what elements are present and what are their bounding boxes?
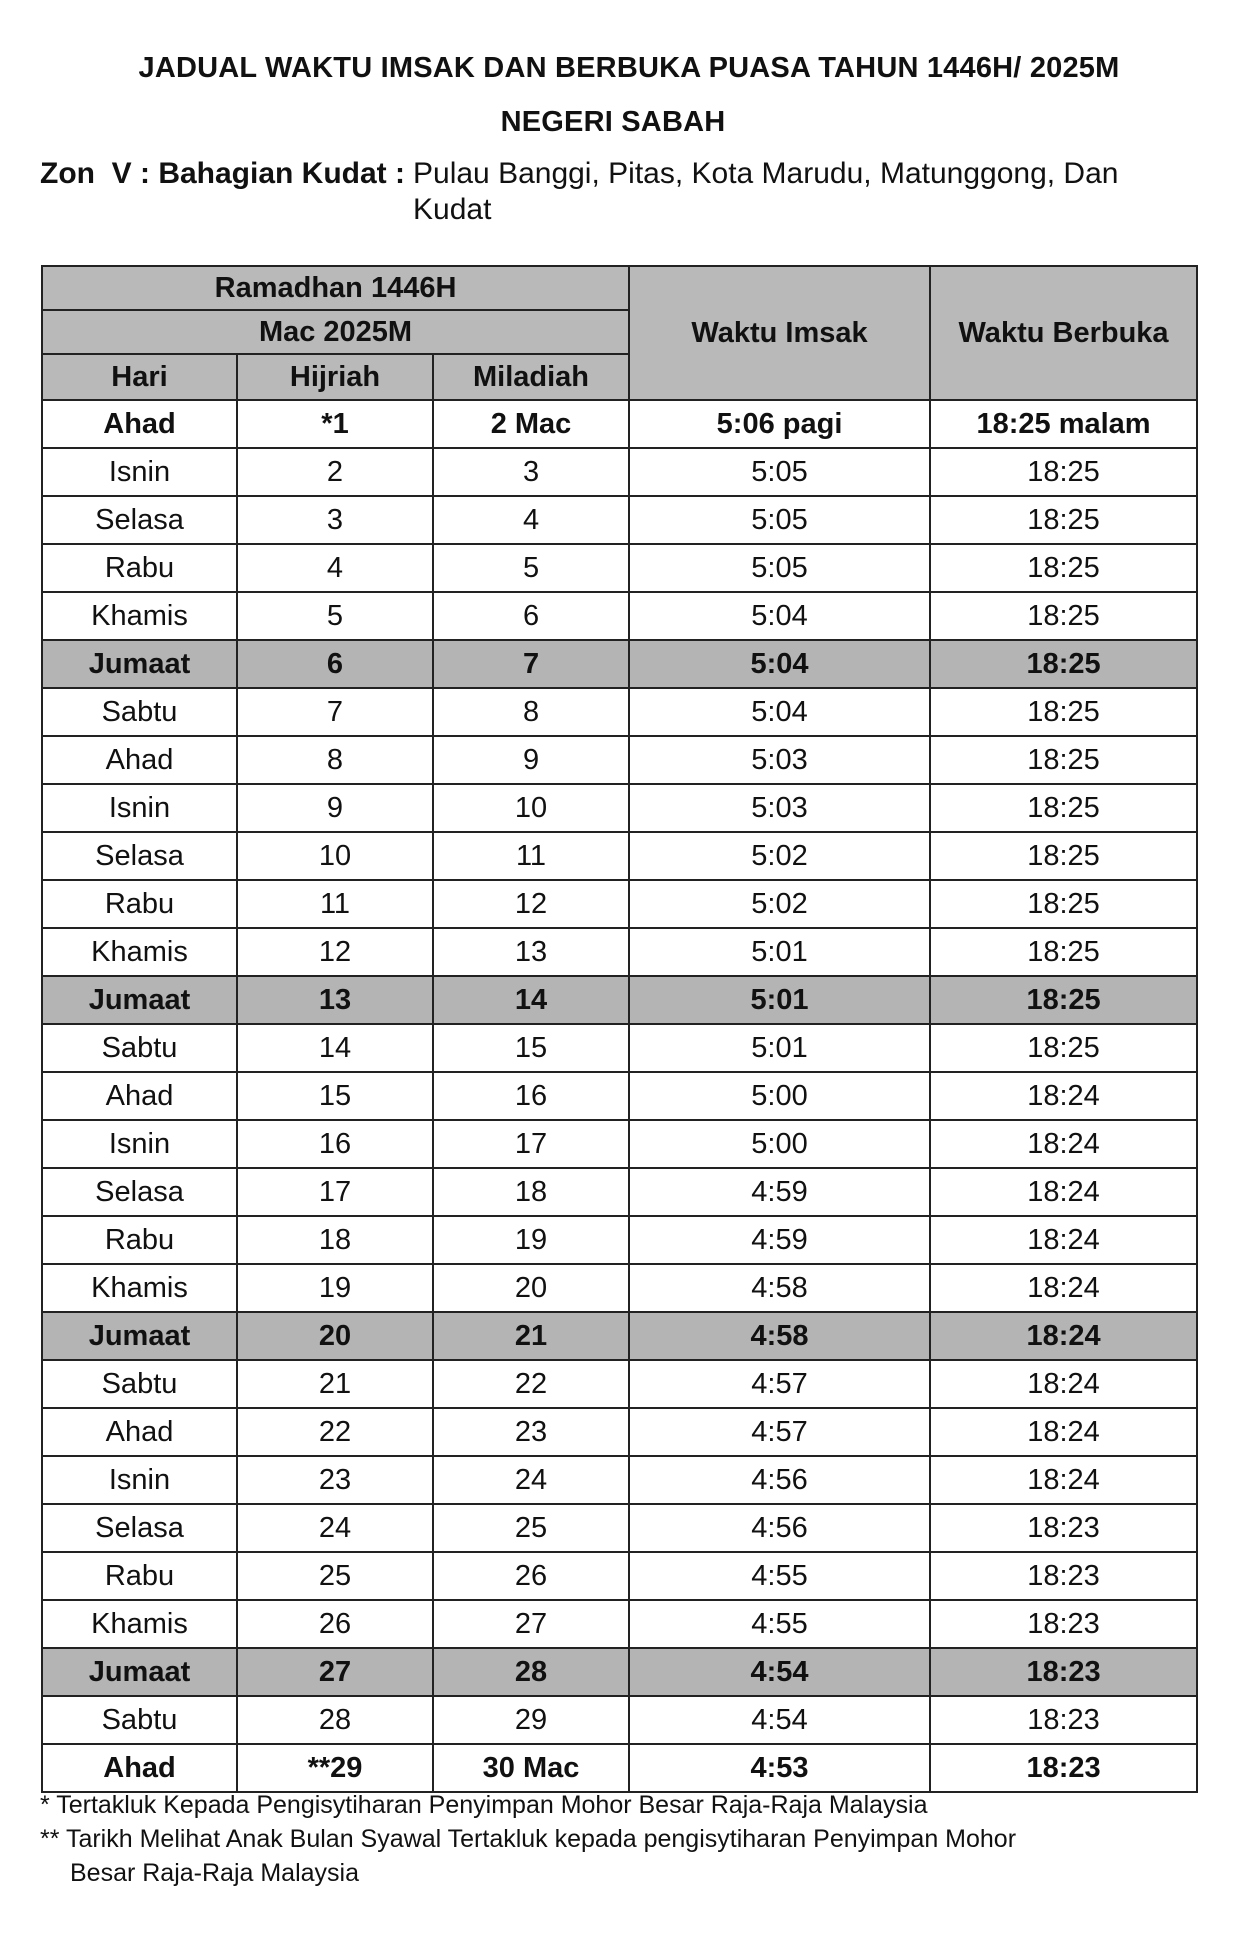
cell-imsak: 5:00 (629, 1120, 930, 1168)
cell-hari: Sabtu (42, 1696, 237, 1744)
cell-imsak: 5:01 (629, 976, 930, 1024)
cell-imsak: 4:54 (629, 1648, 930, 1696)
cell-miladiah: 22 (433, 1360, 629, 1408)
cell-miladiah: 28 (433, 1648, 629, 1696)
cell-hijriah: 6 (237, 640, 433, 688)
cell-hari: Selasa (42, 832, 237, 880)
cell-hari: Ahad (42, 736, 237, 784)
document-subtitle: NEGERI SABAH (500, 106, 726, 138)
table-row (42, 1408, 1197, 1456)
cell-hari: Jumaat (42, 976, 237, 1024)
cell-hari: Rabu (42, 880, 237, 928)
table-row (42, 736, 1197, 784)
cell-imsak: 5:01 (629, 928, 930, 976)
header-waktu-imsak: Waktu Imsak (629, 266, 930, 400)
header-waktu-berbuka: Waktu Berbuka (930, 266, 1197, 400)
cell-berbuka: 18:24 (930, 1408, 1197, 1456)
cell-miladiah: 15 (433, 1024, 629, 1072)
cell-imsak: 5:02 (629, 880, 930, 928)
cell-berbuka: 18:25 (930, 1024, 1197, 1072)
table-row (42, 544, 1197, 592)
cell-hari: Rabu (42, 544, 237, 592)
cell-miladiah: 25 (433, 1504, 629, 1552)
cell-miladiah: 5 (433, 544, 629, 592)
cell-hijriah: 25 (237, 1552, 433, 1600)
schedule-table-header (42, 266, 1197, 400)
cell-berbuka: 18:25 (930, 496, 1197, 544)
cell-imsak: 5:03 (629, 784, 930, 832)
cell-miladiah: 17 (433, 1120, 629, 1168)
header-hari: Hari (42, 354, 237, 400)
table-row (42, 448, 1197, 496)
cell-berbuka: 18:24 (930, 1456, 1197, 1504)
cell-miladiah: 3 (433, 448, 629, 496)
cell-imsak: 5:04 (629, 592, 930, 640)
table-row (42, 1648, 1197, 1696)
cell-hari: Khamis (42, 928, 237, 976)
table-row (42, 1552, 1197, 1600)
cell-miladiah: 7 (433, 640, 629, 688)
cell-hijriah: 18 (237, 1216, 433, 1264)
cell-miladiah: 11 (433, 832, 629, 880)
cell-hari: Isnin (42, 784, 237, 832)
cell-miladiah: 2 Mac (433, 400, 629, 448)
cell-hijriah: 9 (237, 784, 433, 832)
cell-berbuka: 18:24 (930, 1264, 1197, 1312)
zone-info (40, 156, 1200, 228)
cell-imsak: 5:01 (629, 1024, 930, 1072)
table-row (42, 1456, 1197, 1504)
footnote-2: ** Tarikh Melihat Anak Bulan Syawal Tertakluk kepada pengisytiharan Penyimpan Mohor (40, 1825, 1017, 1853)
cell-hari: Jumaat (42, 1648, 237, 1696)
table-row (42, 1696, 1197, 1744)
table-row (42, 400, 1197, 448)
cell-hijriah: 11 (237, 880, 433, 928)
cell-hijriah: 20 (237, 1312, 433, 1360)
cell-berbuka: 18:25 (930, 928, 1197, 976)
cell-hari: Jumaat (42, 1312, 237, 1360)
cell-berbuka: 18:24 (930, 1312, 1197, 1360)
cell-hijriah: 24 (237, 1504, 433, 1552)
cell-hijriah: 22 (237, 1408, 433, 1456)
cell-imsak: 4:53 (629, 1744, 930, 1792)
cell-hijriah: 14 (237, 1024, 433, 1072)
cell-imsak: 5:05 (629, 496, 930, 544)
table-row (42, 1600, 1197, 1648)
cell-berbuka: 18:25 (930, 976, 1197, 1024)
cell-imsak: 5:04 (629, 640, 930, 688)
cell-imsak: 5:03 (629, 736, 930, 784)
cell-hijriah: 7 (237, 688, 433, 736)
cell-berbuka: 18:25 (930, 688, 1197, 736)
schedule-table (41, 265, 1198, 1793)
cell-hari: Selasa (42, 496, 237, 544)
cell-miladiah: 24 (433, 1456, 629, 1504)
header-ramadhan: Ramadhan 1446H (42, 266, 629, 310)
footnote-1: * Tertakluk Kepada Pengisytiharan Penyimpan Mohor Besar Raja-Raja Malaysia (40, 1791, 928, 1819)
cell-berbuka: 18:25 (930, 544, 1197, 592)
cell-miladiah: 16 (433, 1072, 629, 1120)
cell-hari: Jumaat (42, 640, 237, 688)
cell-miladiah: 13 (433, 928, 629, 976)
table-row (42, 1312, 1197, 1360)
cell-imsak: 4:59 (629, 1216, 930, 1264)
cell-hijriah: 27 (237, 1648, 433, 1696)
cell-berbuka: 18:23 (930, 1696, 1197, 1744)
cell-berbuka: 18:25 (930, 736, 1197, 784)
cell-hijriah: 19 (237, 1264, 433, 1312)
header-mac: Mac 2025M (42, 310, 629, 354)
cell-berbuka: 18:25 (930, 592, 1197, 640)
cell-imsak: 4:56 (629, 1456, 930, 1504)
schedule-table-body (42, 400, 1197, 1792)
cell-berbuka: 18:23 (930, 1648, 1197, 1696)
cell-berbuka: 18:25 (930, 784, 1197, 832)
cell-hijriah: 16 (237, 1120, 433, 1168)
cell-hari: Rabu (42, 1216, 237, 1264)
cell-berbuka: 18:25 (930, 448, 1197, 496)
header-hijriah: Hijriah (237, 354, 433, 400)
table-row (42, 1024, 1197, 1072)
cell-hari: Ahad (42, 400, 237, 448)
cell-hijriah: *1 (237, 400, 433, 448)
cell-hijriah: 10 (237, 832, 433, 880)
cell-hijriah: **29 (237, 1744, 433, 1792)
header-miladiah: Miladiah (433, 354, 629, 400)
cell-berbuka: 18:24 (930, 1072, 1197, 1120)
cell-miladiah: 8 (433, 688, 629, 736)
table-row (42, 1168, 1197, 1216)
cell-berbuka: 18:25 (930, 880, 1197, 928)
cell-hari: Khamis (42, 1600, 237, 1648)
cell-imsak: 4:58 (629, 1264, 930, 1312)
cell-imsak: 5:02 (629, 832, 930, 880)
cell-hijriah: 12 (237, 928, 433, 976)
cell-miladiah: 27 (433, 1600, 629, 1648)
cell-miladiah: 23 (433, 1408, 629, 1456)
document-title: JADUAL WAKTU IMSAK DAN BERBUKA PUASA TAHUN 1446H/ 2025M (138, 52, 1120, 84)
cell-hari: Khamis (42, 592, 237, 640)
cell-hijriah: 2 (237, 448, 433, 496)
cell-berbuka: 18:23 (930, 1504, 1197, 1552)
cell-berbuka: 18:24 (930, 1216, 1197, 1264)
table-row (42, 784, 1197, 832)
footnotes (40, 1788, 1200, 1890)
cell-hijriah: 26 (237, 1600, 433, 1648)
cell-hijriah: 17 (237, 1168, 433, 1216)
cell-imsak: 4:54 (629, 1696, 930, 1744)
cell-imsak: 4:58 (629, 1312, 930, 1360)
table-row (42, 496, 1197, 544)
cell-imsak: 4:57 (629, 1408, 930, 1456)
cell-berbuka: 18:24 (930, 1120, 1197, 1168)
table-row (42, 688, 1197, 736)
cell-hijriah: 4 (237, 544, 433, 592)
table-row (42, 832, 1197, 880)
cell-miladiah: 18 (433, 1168, 629, 1216)
cell-imsak: 5:06 pagi (629, 400, 930, 448)
cell-hijriah: 13 (237, 976, 433, 1024)
cell-hijriah: 15 (237, 1072, 433, 1120)
cell-hari: Sabtu (42, 1360, 237, 1408)
zone-places: Pulau Banggi, Pitas, Kota Marudu, Matunggong, Dan Kudat (413, 157, 1119, 226)
table-row (42, 1744, 1197, 1792)
cell-miladiah: 10 (433, 784, 629, 832)
cell-hari: Rabu (42, 1552, 237, 1600)
cell-hari: Isnin (42, 1456, 237, 1504)
table-row (42, 1360, 1197, 1408)
cell-hari: Ahad (42, 1744, 237, 1792)
cell-hijriah: 21 (237, 1360, 433, 1408)
cell-imsak: 5:04 (629, 688, 930, 736)
cell-miladiah: 6 (433, 592, 629, 640)
cell-imsak: 5:00 (629, 1072, 930, 1120)
cell-miladiah: 21 (433, 1312, 629, 1360)
cell-hari: Isnin (42, 1120, 237, 1168)
cell-hari: Khamis (42, 1264, 237, 1312)
cell-hijriah: 28 (237, 1696, 433, 1744)
table-row (42, 640, 1197, 688)
cell-miladiah: 20 (433, 1264, 629, 1312)
cell-hari: Sabtu (42, 1024, 237, 1072)
cell-hijriah: 3 (237, 496, 433, 544)
cell-hijriah: 23 (237, 1456, 433, 1504)
cell-berbuka: 18:25 (930, 832, 1197, 880)
cell-miladiah: 26 (433, 1552, 629, 1600)
cell-berbuka: 18:24 (930, 1168, 1197, 1216)
cell-imsak: 4:55 (629, 1600, 930, 1648)
cell-berbuka: 18:23 (930, 1600, 1197, 1648)
zone-label: Zon V : Bahagian Kudat : (40, 157, 405, 190)
footnote-2-continued: Besar Raja-Raja Malaysia (70, 1859, 360, 1887)
cell-berbuka: 18:25 (930, 640, 1197, 688)
cell-imsak: 5:05 (629, 544, 930, 592)
cell-hari: Selasa (42, 1504, 237, 1552)
cell-berbuka: 18:25 malam (930, 400, 1197, 448)
cell-imsak: 4:55 (629, 1552, 930, 1600)
cell-miladiah: 4 (433, 496, 629, 544)
cell-miladiah: 30 Mac (433, 1744, 629, 1792)
cell-hijriah: 5 (237, 592, 433, 640)
cell-miladiah: 12 (433, 880, 629, 928)
cell-hari: Isnin (42, 448, 237, 496)
table-row (42, 976, 1197, 1024)
cell-miladiah: 19 (433, 1216, 629, 1264)
cell-imsak: 4:59 (629, 1168, 930, 1216)
cell-hijriah: 8 (237, 736, 433, 784)
cell-imsak: 5:05 (629, 448, 930, 496)
table-row (42, 1264, 1197, 1312)
cell-miladiah: 14 (433, 976, 629, 1024)
table-row (42, 1216, 1197, 1264)
cell-miladiah: 29 (433, 1696, 629, 1744)
table-row (42, 1504, 1197, 1552)
table-row (42, 1120, 1197, 1168)
table-row (42, 928, 1197, 976)
cell-hari: Ahad (42, 1072, 237, 1120)
cell-imsak: 4:56 (629, 1504, 930, 1552)
table-row (42, 1072, 1197, 1120)
cell-hari: Sabtu (42, 688, 237, 736)
cell-hari: Ahad (42, 1408, 237, 1456)
table-row (42, 592, 1197, 640)
cell-miladiah: 9 (433, 736, 629, 784)
cell-hari: Selasa (42, 1168, 237, 1216)
cell-imsak: 4:57 (629, 1360, 930, 1408)
cell-berbuka: 18:23 (930, 1552, 1197, 1600)
table-row (42, 880, 1197, 928)
cell-berbuka: 18:24 (930, 1360, 1197, 1408)
cell-berbuka: 18:23 (930, 1744, 1197, 1792)
